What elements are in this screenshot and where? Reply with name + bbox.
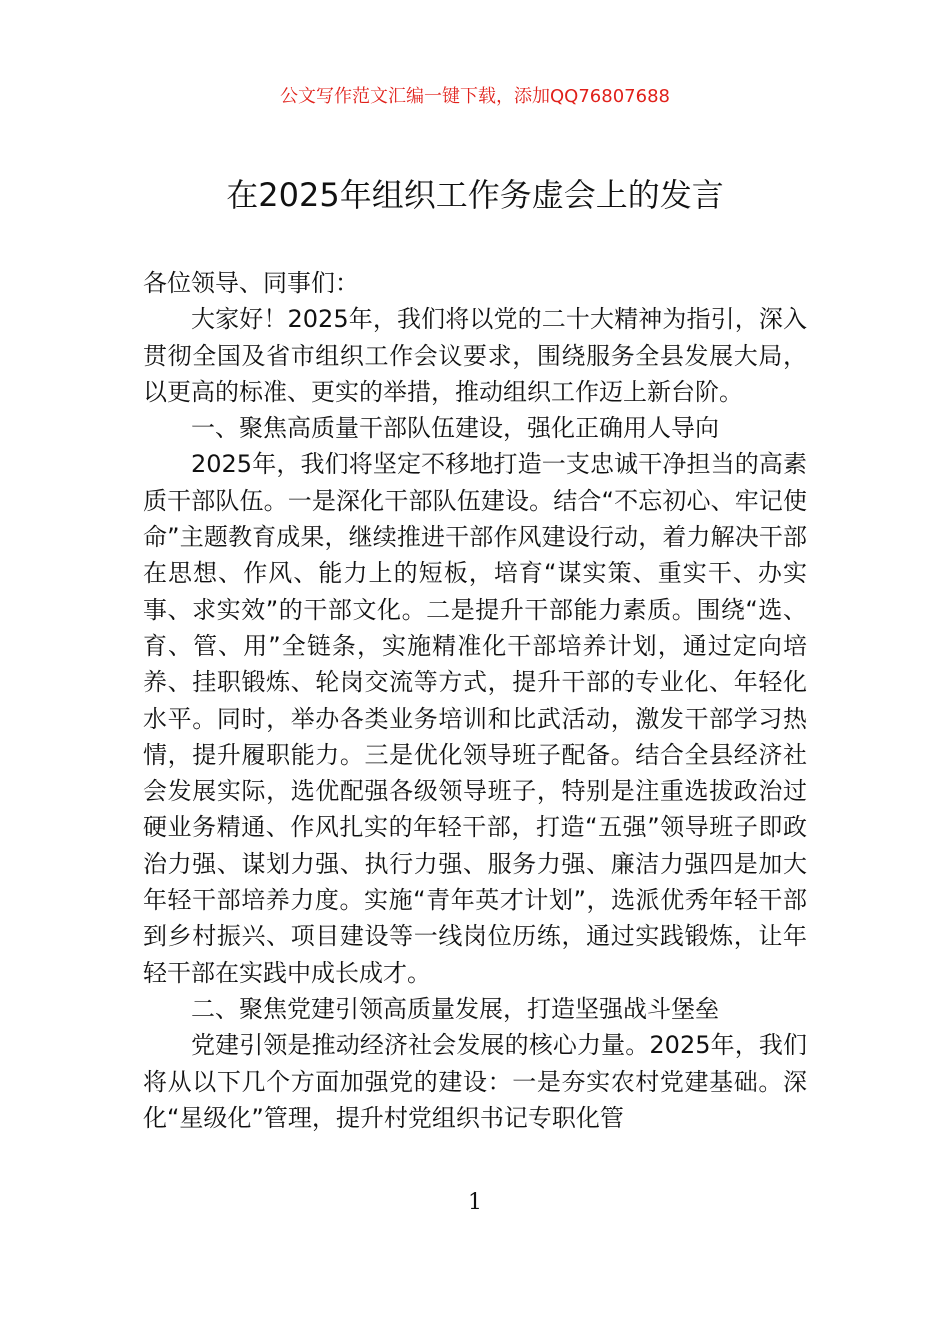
paragraph-opening: 大家好！2025年，我们将以党的二十大精神为指引，深入贯彻全国及省市组织工作会议要求，围绕服务全县发展大局，以更高的标准、更实的举措，推动组织工作迈上新台阶。 (143, 305, 807, 406)
paragraph-section-1: 2025年，我们将坚定不移地打造一支忠诚干净担当的高素质干部队伍。一是深化干部队伍建设。结合“不忘初心、牢记使命”主题教育成果，继续推进干部作风建设行动，着力解决干部在思想、作风、能力上的短板，培育“谋实策、重实干、办实事、求实效”的干部文化。二是提升干部能力素质。围绕“选、育、管、用”全链条，实施精准化干部培养计划，通过定向培养、挂职锻炼、轮岗交流等方式，提升干部的专业化、年轻化水平。同时，举办各类业务培训和比武活动，激发干部学习热情，提升履职能力。三是优化领导班子配备。结合全县经济社会发展实际，选优配强各级领导班子，特别是注重选拔政治过硬业务精通、作风扎实的年轻干部，打造“五强”领导班子即政治力强、谋划力强、执行力强、服务力强、廉洁力强四是加大年轻干部培养力度。实施“青年英才计划”，选派优秀年轻干部到乡村振兴、项目建设等一线岗位历练，通过实践锻炼，让年轻干部在实践中成长成才。 (143, 450, 807, 987)
section-heading-2: 二、聚焦党建引领高质量发展，打造坚强战斗堡垒 (191, 994, 719, 1023)
page-number: 1 (468, 1190, 482, 1215)
download-watermark: 公文写作范文汇编一键下载，添加QQ76807688 (280, 86, 670, 107)
document-body (143, 265, 807, 1136)
page-title: 在2025年组织工作务虚会上的发言 (226, 176, 724, 214)
salutation: 各位领导、同事们： (143, 269, 359, 297)
paragraph-section-2: 党建引领是推动经济社会发展的核心力量。2025年，我们将从以下几个方面加强党的建设：一是夯实农村党建基础。深化“星级化”管理，提升村党组织书记专职化管 (143, 1031, 807, 1132)
section-heading-1: 一、聚焦高质量干部队伍建设，强化正确用人导向 (191, 414, 719, 443)
